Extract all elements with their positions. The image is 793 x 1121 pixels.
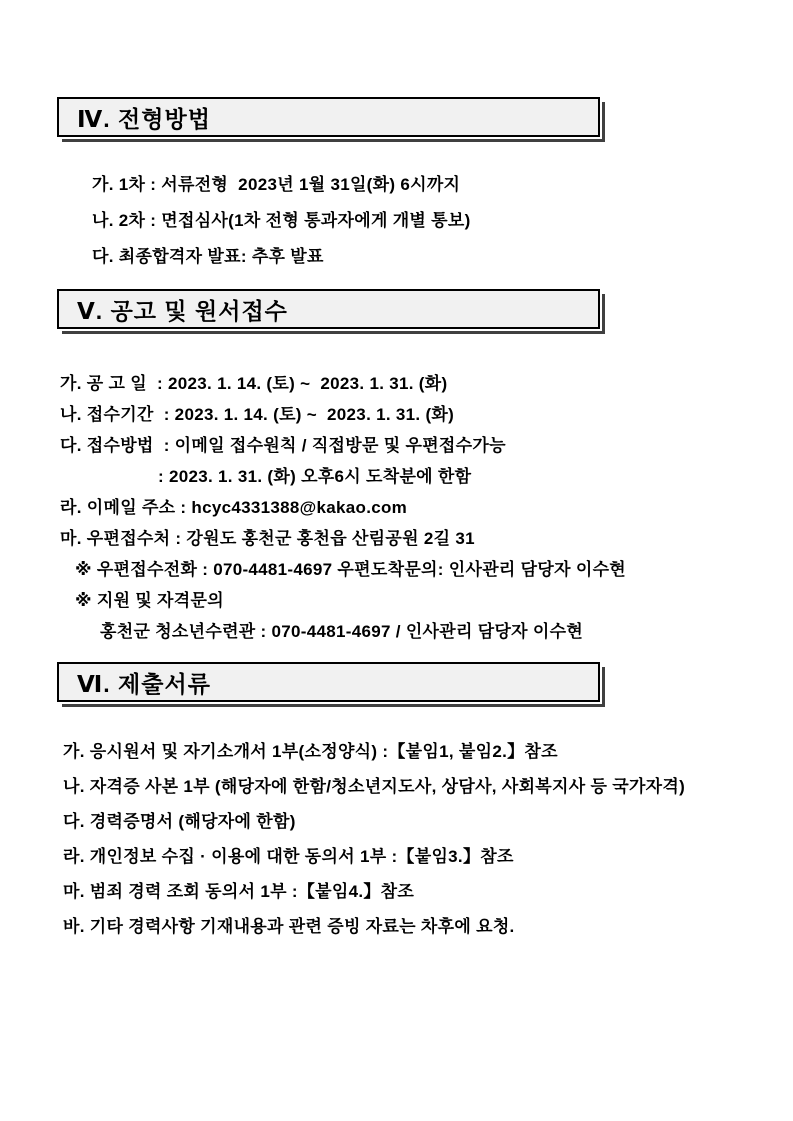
doc-line: 라. 개인정보 수집 · 이용에 대한 동의서 1부 :【붙임3.】참조: [63, 847, 514, 866]
doc-line: 가. 응시원서 및 자기소개서 1부(소정양식) :【붙임1, 붙임2.】참조: [63, 742, 558, 761]
doc-line: 나. 2차 : 면접심사(1차 전형 통과자에게 개별 통보): [92, 211, 471, 230]
doc-line-note: ※ 우편접수전화 : 070-4481-4697 우편도착문의: 인사관리 담당자 이수현: [75, 560, 627, 579]
doc-line-email: 라. 이메일 주소 : hcyc4331388@kakao.com: [60, 498, 408, 517]
section-title: Ⅴ. 공고 및 원서접수: [77, 297, 288, 324]
doc-line: 다. 접수방법 : 이메일 접수원칙 / 직접방문 및 우편접수가능: [60, 436, 506, 455]
doc-line: 나. 자격증 사본 1부 (해당자에 한함/청소년지도사, 상담사, 사회복지사 등 국가자격): [63, 777, 686, 796]
doc-line: 다. 최종합격자 발표: 추후 발표: [92, 247, 324, 266]
section-title: Ⅳ. 전형방법: [77, 105, 211, 132]
doc-line-continuation: 홍천군 청소년수련관 : 070-4481-4697 / 인사관리 담당자 이수현: [100, 622, 584, 641]
doc-line: 다. 경력증명서 (해당자에 한함): [63, 812, 296, 831]
section-header-selection-method: [57, 97, 600, 137]
section-body-submission-documents: [0, 743, 793, 935]
doc-line: 가. 1차 : 서류전형 2023년 1월 31일(화) 6시까지: [92, 175, 461, 194]
doc-line: 가. 공 고 일 : 2023. 1. 14. (토) ~ 2023. 1. 31. (화): [60, 374, 448, 393]
section-header-announcement-application: [57, 289, 600, 329]
section-header-submission-documents: [57, 662, 600, 702]
section-body-selection-method: [0, 176, 793, 265]
section-body-announcement-application: [0, 375, 793, 640]
doc-line: 마. 범죄 경력 조회 동의서 1부 :【붙임4.】참조: [63, 882, 415, 901]
doc-line-note: ※ 지원 및 자격문의: [75, 591, 224, 610]
doc-line: 마. 우편접수처 : 강원도 홍천군 홍천읍 산림공원 2길 31: [60, 529, 475, 548]
section-title: Ⅵ. 제출서류: [77, 670, 211, 697]
doc-line: 바. 기타 경력사항 기재내용과 관련 증빙 자료는 차후에 요청.: [63, 917, 515, 936]
doc-line: 나. 접수기간 : 2023. 1. 14. (토) ~ 2023. 1. 31. (화): [60, 405, 455, 424]
doc-line-continuation: : 2023. 1. 31. (화) 오후6시 도착분에 한함: [158, 467, 472, 486]
